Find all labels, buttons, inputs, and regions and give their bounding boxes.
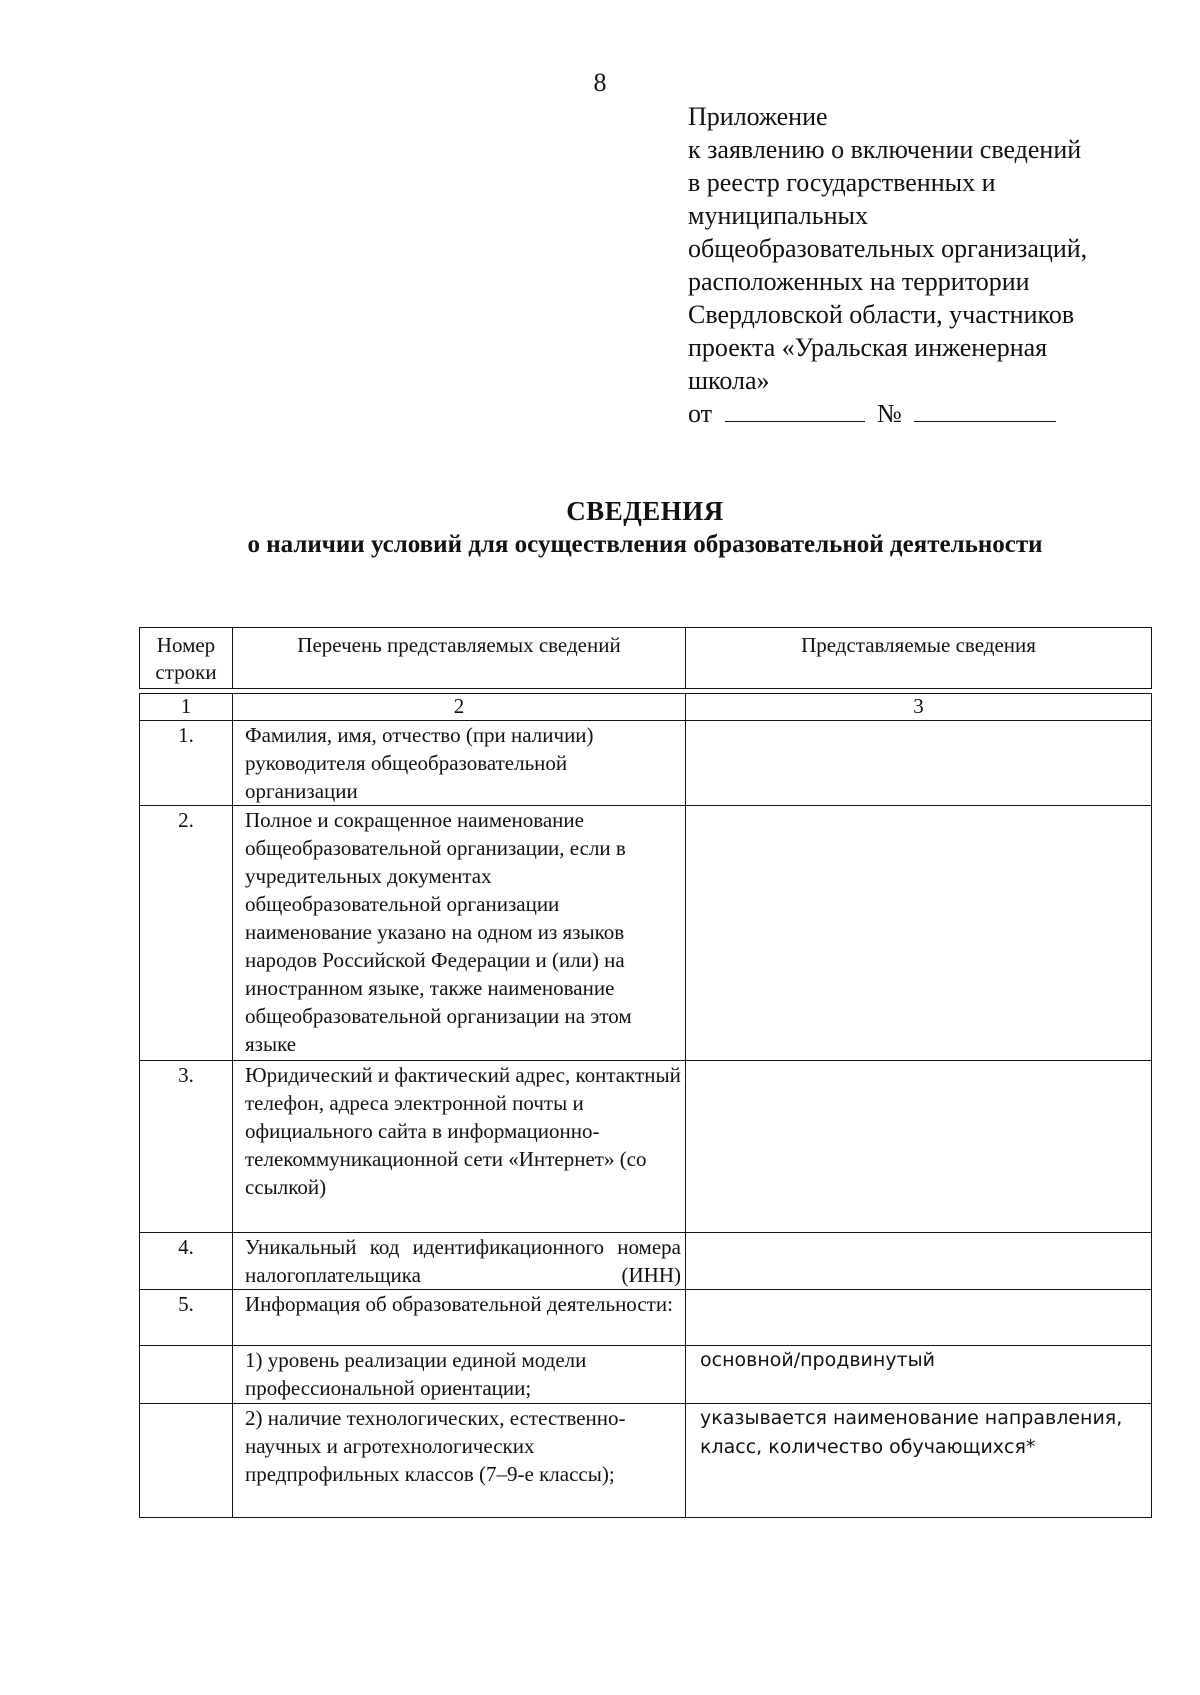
row-number: 4.: [140, 1233, 233, 1290]
row-number: [140, 1404, 233, 1518]
row-value: [686, 806, 1152, 1061]
appendix-line: Свердловской области, участников: [688, 300, 1075, 329]
table-row: [140, 721, 1152, 806]
header-row-number: Номер строки: [140, 628, 233, 689]
appendix-line: муниципальных: [688, 201, 869, 230]
table-row: [140, 1346, 1152, 1404]
row-value: [686, 1290, 1152, 1346]
appendix-line: Приложение: [688, 102, 828, 131]
header-table: [139, 627, 1152, 689]
appendix-line: общеобразовательных организаций,: [688, 234, 1088, 263]
appendix-line: школа»: [688, 366, 770, 395]
row-item: Информация об образовательной деятельности:: [233, 1290, 686, 1346]
appendix-line: к заявлению о включении сведений: [688, 135, 1082, 164]
row-number: 2.: [140, 806, 233, 1061]
row-item: 1) уровень реализации единой модели профессиональной ориентации;: [233, 1346, 686, 1404]
table-row: [140, 1404, 1152, 1518]
row-item: Уникальный код идентификационного номера налогоплательщика (ИНН): [233, 1233, 686, 1290]
document-subtitle: о наличии условий для осуществления образовательной деятельности: [247, 531, 1043, 558]
column-numbers-row: [140, 694, 1152, 721]
table-row: [140, 1061, 1152, 1233]
column-number: 1: [140, 694, 233, 721]
row-value: [686, 1233, 1152, 1290]
number-blank: [914, 399, 1056, 422]
date-number-line: [688, 397, 1168, 430]
table-row: [140, 1233, 1152, 1290]
header-list-of-info: Перечень представляемых сведений: [233, 628, 686, 689]
row-item: Фамилия, имя, отчество (при наличии) руководителя общеобразовательной организации: [233, 721, 686, 806]
info-table: [139, 693, 1152, 1518]
row-value: [686, 721, 1152, 806]
table-row: [140, 806, 1152, 1061]
row-item: 2) наличие технологических, естественно-научных и агротехнологических предпрофильных классов (7–9-е классы);: [233, 1404, 686, 1518]
row-value: [686, 1061, 1152, 1233]
table-row: [140, 1290, 1152, 1346]
row-value: указывается наименование направления, класс, количество обучающихся*: [686, 1404, 1152, 1518]
row-value: основной/продвинутый: [686, 1346, 1152, 1404]
row-number: 3.: [140, 1061, 233, 1233]
appendix-line: проекта «Уральская инженерная: [688, 333, 1048, 362]
appendix-block: [688, 100, 1168, 430]
appendix-line: расположенных на территории: [688, 267, 1030, 296]
row-item: Юридический и фактический адрес, контактный телефон, адреса электронной почты и официального сайта в информационно-телекоммуникационной сети «Интернет» (со ссылкой): [233, 1061, 686, 1233]
number-label: №: [877, 399, 902, 428]
row-number: 5.: [140, 1290, 233, 1346]
column-number: 3: [686, 694, 1152, 721]
header-provided-info: Представляемые сведения: [686, 628, 1152, 689]
row-number: [140, 1346, 233, 1404]
document-title: СВЕДЕНИЯ: [566, 496, 724, 526]
page-number: 8: [593, 68, 607, 97]
date-blank: [725, 399, 865, 422]
row-number: 1.: [140, 721, 233, 806]
appendix-line: в реестр государственных и: [688, 168, 996, 197]
from-label: от: [688, 399, 713, 428]
row-item: Полное и сокращенное наименование общеобразовательной организации, если в учредительных документах общеобразовательной организации наименование указано на одном из языков народов Российской Федерации и (или) на иностранном языке, также наименование общеобразовательной организации на этом языке: [233, 806, 686, 1061]
column-number: 2: [233, 694, 686, 721]
